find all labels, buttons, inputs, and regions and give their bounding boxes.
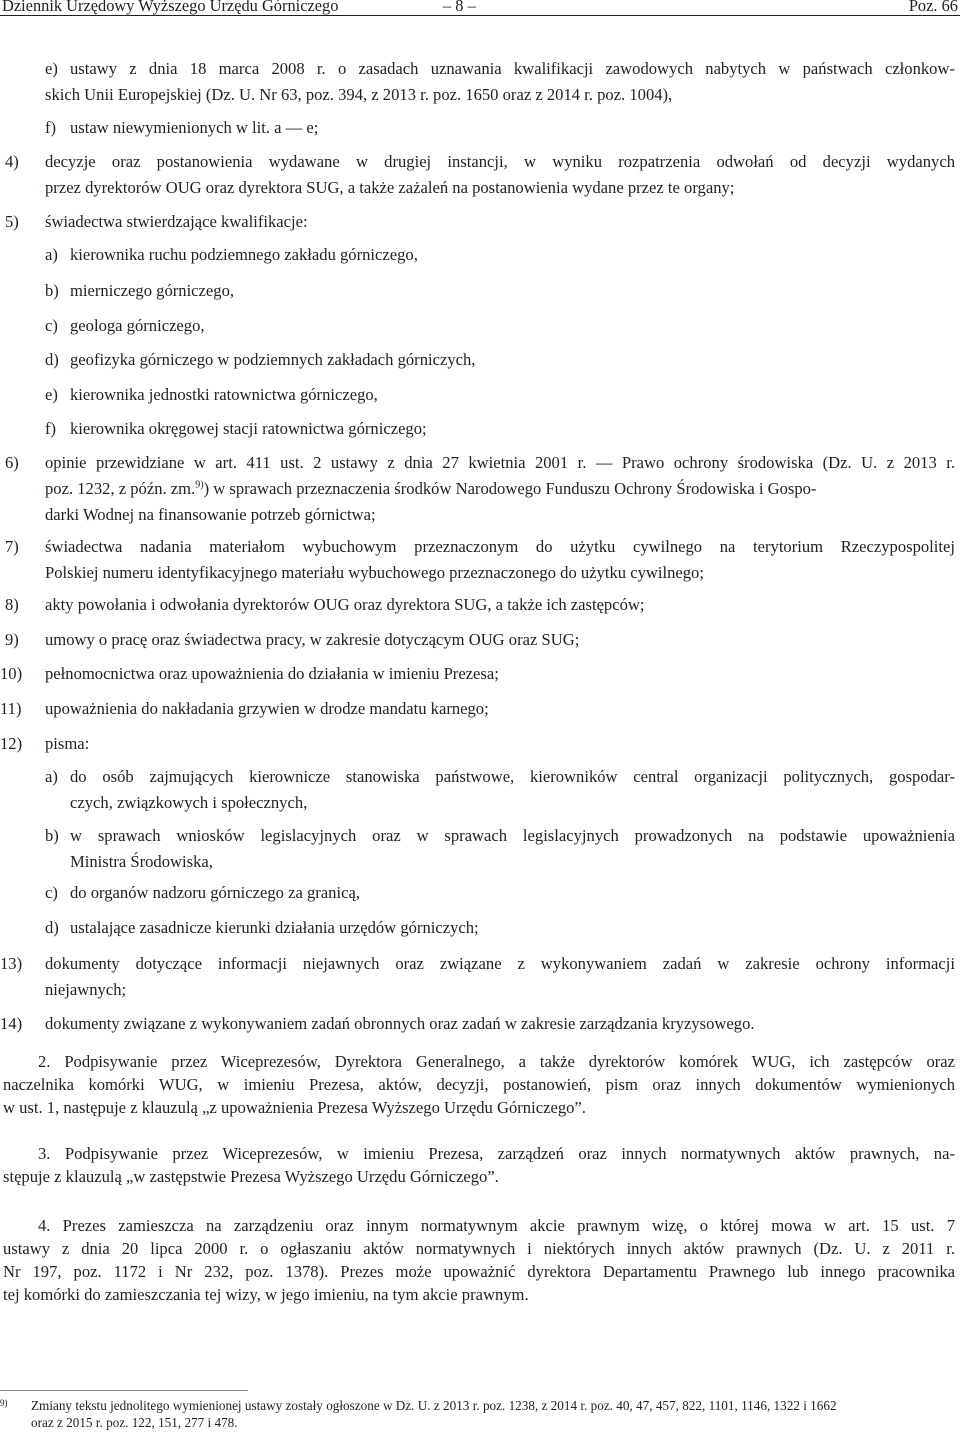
list-item <box>0 416 960 442</box>
item-text: ustalające zasadnicze kierunki działania urzędów górniczych; <box>70 918 479 937</box>
item-text: akty powołania i odwołania dyrektorów OUG oraz dyrektora SUG, a także ich zastępców; <box>45 595 645 614</box>
footnote-rule <box>0 1390 248 1391</box>
item-text: dokumenty związane z wykonywaniem zadań obronnych oraz zadań w zakresie zarządzania kryzysowego. <box>45 1014 755 1033</box>
item-text: geofizyka górniczego w podziemnych zakładach górniczych, <box>70 350 476 369</box>
item-text: upoważnienia do nakładania grzywien w drodze mandatu karnego; <box>45 699 489 718</box>
item-label: a) <box>45 245 58 264</box>
item-label: b) <box>45 281 59 300</box>
item-label: 14) <box>0 1014 23 1033</box>
item-label: c) <box>45 316 58 335</box>
item-text-part: poz. 1232, z późn. zm. <box>45 479 196 498</box>
list-item <box>0 661 960 687</box>
item-label: b) <box>45 826 59 845</box>
list-item <box>0 56 960 108</box>
list-item <box>0 450 960 528</box>
list-item <box>0 149 960 201</box>
item-label: 6) <box>5 453 19 472</box>
item-text-continued: Polskiej numeru identyfikacyjnego materiału wybuchowego przeznaczonego do użytku cywilnego; <box>45 563 704 582</box>
footnote-marker: 9) <box>0 1398 8 1408</box>
item-text-continued: przez dyrektorów OUG oraz dyrektora SUG, a także zażaleń na postanowienia wydane przez te organy; <box>45 178 735 197</box>
list-item <box>0 347 960 373</box>
item-label: 12) <box>0 734 23 753</box>
item-text: kierownika jednostki ratownictwa górniczego, <box>70 385 378 404</box>
list-item <box>0 951 960 1003</box>
page-number: – 8 – <box>443 0 476 15</box>
list-item <box>0 242 960 268</box>
paragraph-line: tej komórki do zamieszczania tej wizy, w jego imieniu, na tym akcie prawnym. <box>3 1285 529 1304</box>
paragraph-line: 2. Podpisywanie przez Wiceprezesów, Dyrektora Generalnego, a także dyrektorów komórek WUG, ich zastępców oraz <box>38 1052 955 1071</box>
item-text: ustawy z dnia 18 marca 2008 r. o zasadach uznawania kwalifikacji zawodowych nabytych w państwach członkow- <box>70 59 955 78</box>
footnote-line: Zmiany tekstu jednolitego wymienionej ustawy zostały ogłoszone w Dz. U. z 2013 r. poz. 1238, z 2014 r. poz. 40, 47, 457, 822, 1101, 1146, 1322 i 1662 <box>31 1398 837 1413</box>
paragraph <box>0 1213 960 1305</box>
paragraph-line: w ust. 1, następuje z klauzulą „z upoważnienia Prezesa Wyższego Urzędu Górniczego”. <box>3 1098 586 1117</box>
paragraph <box>0 1049 960 1118</box>
item-text-continued: darki Wodnej na finansowanie potrzeb górnictwa; <box>45 505 376 524</box>
item-label: f) <box>45 118 57 137</box>
item-text: umowy o pracę oraz świadectwa pracy, w zakresie dotyczącym OUG oraz SUG; <box>45 630 580 649</box>
item-text: kierownika okręgowej stacji ratownictwa górniczego; <box>70 419 427 438</box>
item-text: kierownika ruchu podziemnego zakładu górniczego, <box>70 245 418 264</box>
item-label: c) <box>45 883 58 902</box>
item-text: pełnomocnictwa oraz upoważnienia do działania w imieniu Prezesa; <box>45 664 499 683</box>
list-item <box>0 115 960 141</box>
item-text: mierniczego górniczego, <box>70 281 235 300</box>
list-item <box>0 382 960 408</box>
item-text-continued <box>45 476 955 502</box>
footnote-line: oraz z 2015 r. poz. 122, 151, 277 i 478. <box>31 1415 238 1430</box>
list-item <box>0 592 960 618</box>
paragraph-line: 4. Prezes zamieszcza na zarządzeniu oraz innym normatywnym akcie prawnym wizę, o której mowa w art. 15 ust. 7 <box>38 1216 955 1235</box>
item-label: 11) <box>0 699 22 718</box>
paragraph-line: naczelnika komórki WUG, w imieniu Prezesa, aktów, decyzji, postanowień, pism oraz innych dokumentów wymienionych <box>3 1075 955 1094</box>
paragraph-line: Nr 197, poz. 1172 i Nr 232, poz. 1378). Prezes może upoważnić dyrektora Departamentu Prawnego lub innego pracownika <box>3 1262 955 1281</box>
item-label: 7) <box>5 537 19 556</box>
item-label: f) <box>45 419 57 438</box>
item-text: do osób zajmujących kierownicze stanowiska państwowe, kierowników central organizacji politycznych, gospodar- <box>70 767 955 786</box>
item-text-continued: skich Unii Europejskiej (Dz. U. Nr 63, poz. 394, z 2013 r. poz. 1650 oraz z 2014 r. poz. 1004), <box>45 85 673 104</box>
position-number: Poz. 66 <box>908 0 958 15</box>
item-label: 13) <box>0 954 23 973</box>
list-item <box>0 764 960 816</box>
item-text-continued: niejawnych; <box>45 980 127 999</box>
item-label: 10) <box>0 664 23 683</box>
item-text: świadectwa nadania materiałom wybuchowym przeznaczonym do użytku cywilnego na terytorium Rzeczypospolitej <box>45 537 955 556</box>
list-item <box>0 209 960 235</box>
item-text: do organów nadzoru górniczego za granicą, <box>70 883 360 902</box>
list-item <box>0 696 960 722</box>
item-text: świadectwa stwierdzające kwalifikacje: <box>45 212 308 231</box>
list-item <box>0 534 960 586</box>
list-item <box>0 915 960 941</box>
paragraph <box>0 1141 960 1187</box>
item-text: geologa górniczego, <box>70 316 205 335</box>
list-item <box>0 278 960 304</box>
item-label: 5) <box>5 212 19 231</box>
item-text-part: ) w sprawach przeznaczenia środków Narodowego Funduszu Ochrony Środowiska i Gospo- <box>203 479 817 498</box>
item-text: opinie przewidziane w art. 411 ust. 2 ustawy z dnia 27 kwietnia 2001 r. — Prawo ochrony środowiska (Dz. U. z 2013 r. <box>45 453 955 472</box>
list-item <box>0 313 960 339</box>
item-text-continued: czych, związkowych i społecznych, <box>70 793 308 812</box>
list-item <box>0 731 960 757</box>
item-label: d) <box>45 918 59 937</box>
journal-title: Dziennik Urzędowy Wyższego Urzędu Górniczego <box>2 0 339 15</box>
item-text: pisma: <box>45 734 90 753</box>
item-text: w sprawach wniosków legislacyjnych oraz w sprawach legislacyjnych prowadzonych na podstawie upoważnienia <box>70 826 955 845</box>
item-text-continued: Ministra Środowiska, <box>70 852 213 871</box>
paragraph-line: ustawy z dnia 20 lipca 2000 r. o ogłaszaniu aktów normatywnych i niektórych innych aktów prawnych (Dz. U. z 2011 r. <box>3 1239 955 1258</box>
item-label: 9) <box>5 630 19 649</box>
item-text: ustaw niewymienionych w lit. a — e; <box>70 118 319 137</box>
item-label: 8) <box>5 595 19 614</box>
list-item <box>0 880 960 906</box>
page-header <box>0 0 960 16</box>
list-item <box>0 823 960 875</box>
item-label: e) <box>45 385 58 404</box>
item-label: 4) <box>5 152 19 171</box>
item-text: dokumenty dotyczące informacji niejawnych oraz związane z wykonywaniem zadań w zakresie ochrony informacji <box>45 954 955 973</box>
item-label: a) <box>45 767 58 786</box>
item-label: d) <box>45 350 59 369</box>
footnote-reference: 9) <box>195 479 204 491</box>
list-item <box>0 1011 960 1037</box>
paragraph-line: stępuje z klauzulą „w zastępstwie Prezesa Wyższego Urzędu Górniczego”. <box>3 1167 499 1186</box>
item-text: decyzje oraz postanowienia wydawane w drugiej instancji, w wyniku rozpatrzenia odwołań od decyzji wydanych <box>45 152 955 171</box>
item-label: e) <box>45 59 58 78</box>
header-rule <box>0 15 960 16</box>
list-item <box>0 627 960 653</box>
paragraph-line: 3. Podpisywanie przez Wiceprezesów, w imieniu Prezesa, zarządzeń oraz innych normatywnych aktów prawnych, na- <box>38 1144 955 1163</box>
